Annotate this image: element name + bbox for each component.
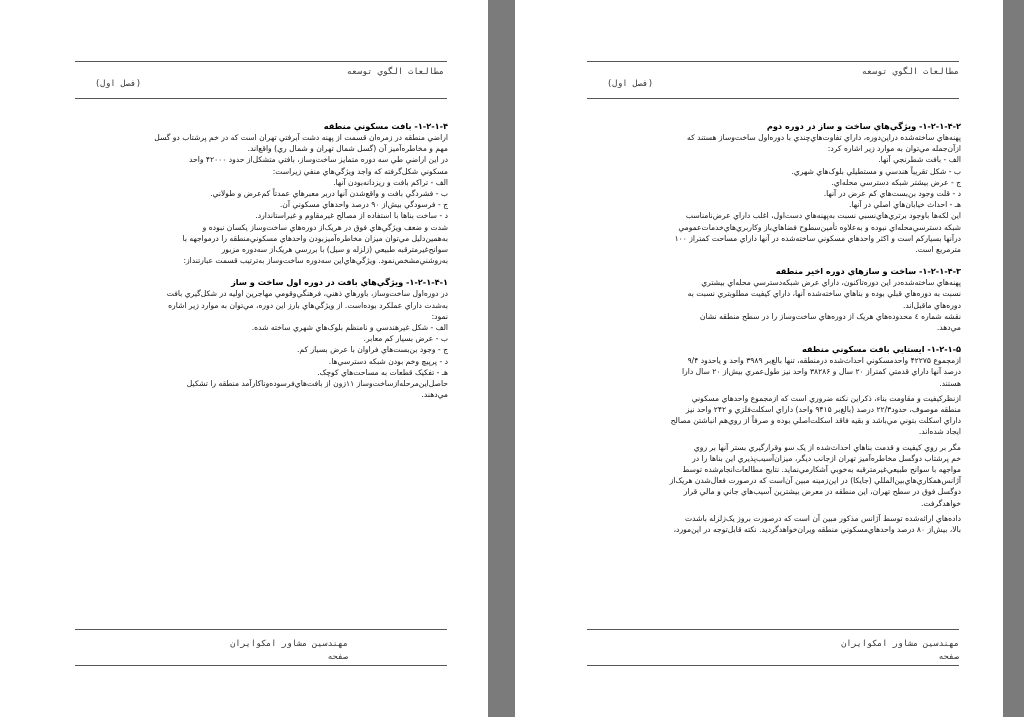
text-line: مي‌دهند.: [421, 390, 448, 400]
text-line: اين لکه‌ها باوجود برتري‌هاي‌نسبي نسبت به‌پهنه‌هاي دست‌اول، اغلب داراي عرض‌نامناسب: [685, 211, 961, 221]
section-body: [571, 355, 961, 535]
section-heading: ۱-۲-۱-۴- بافت مسکوني منطقه: [323, 121, 448, 131]
text-line: ب - فشردگي بافت و واقع‌شدن آنها دربر معبرهاي عمدتاً کم‌عرض و طولاني.: [210, 189, 448, 199]
text-line: الف - بافت شطرنجي آنها.: [878, 155, 961, 165]
text-line: به‌روشني‌مشخص‌نمود. ويژگي‌هاي‌اين سه‌دوره ساخت‌وساز به‌ترتيب قسمت عبارتنداز:: [183, 256, 448, 266]
text-line: دوگسل فوق در سطح تهران، اين منطقه در معرض بيشترين آسيب‌هاي جاني و مالي قرار: [683, 487, 961, 497]
text-line: پهنه‌هاي ساخته‌شده دراين‌دوره، داراي تفاوت‌هاي‌چندي با دوره‌اول ساخت‌وساز هستند که: [687, 133, 961, 142]
text-line: درآنها بسيارکم است و اکثر واحدهاي مسکوني ساخته‌شده در آنها داراي مساحت کمتراز ۱۰۰: [674, 233, 961, 243]
text-line: مگر بر روي کيفيت و قدمت بناهاي احداث‌شده از يک سو وقرارگيري بستر آنها بر روي: [693, 442, 961, 452]
text-line: شبکه دسترسي‌محله‌اي نبوده و به‌علاوه تأمين‌سطوح فضاهاي‌باز وکاربري‌هاي‌خدمات‌عمومي: [678, 222, 961, 232]
header-rule-top: [75, 61, 447, 62]
text-line: حاصل‌اين‌مرحله‌ازساخت‌وساز ۱۱زون از بافت‌هاي‌فرسوده‌وناکارآمد منطقه را تشکيل: [186, 379, 448, 389]
document-page-right: [515, 0, 1003, 717]
text-line: ب - شکل تقريباً هندسي و مستطيلي بلوک‌هاي شهري.: [791, 166, 961, 176]
text-line: مترمربع است.: [915, 245, 961, 255]
text-line: مواجهه با سوانح طبيعي‌غيرمترقبه به‌خوبي آشکارمي‌نمايد. نتايج مطالعات‌انجام‌شده توسط: [682, 465, 961, 475]
text-line: در اين اراضي طي سه دوره متمايز ساخت‌وساز، بافتي متشکل‌از حدود ۴۲۰۰۰ واحد: [189, 155, 448, 165]
text-line: داراي اسکلت بتوني مي‌باشد و بقيه فاقد اسکلت‌اصلي بوده و صرفاً از روي‌هم انباشتن مصالح: [670, 416, 961, 426]
text-line: هستند.: [939, 378, 961, 388]
right-body-text: [571, 120, 961, 535]
section-body: [60, 132, 448, 266]
text-line: ج - عرض بيشتر شبکه دسترسي محله‌اي.: [831, 177, 961, 187]
text-line: الف - تراکم بافت و ريزدانه‌بودن آنها.: [333, 177, 448, 187]
text-line: اراضي منطقه در زمره‌ان قسمت از پهنه دشت آبرفتي تهران است که در خم پرشتاب دو گسل: [154, 133, 448, 142]
text-line: ايجاد شده‌اند.: [918, 427, 961, 437]
text-line: پهنه‌هاي ساخته‌شده‌در اين دوره‌تاکنون، داراي عرض شبکه‌دسترسي محله‌اي بيشتري: [701, 278, 961, 288]
section-heading: ۱-۲-۱-۴-۲- ويژگي‌هاي ساخت و ساز در دوره دوم: [766, 121, 961, 131]
text-line: د - ساخت بناها با استفاده از مصالح غيرمقاوم و غيراستاندارد.: [255, 211, 448, 221]
section-heading: ۱-۲-۱-۴-۱- ويژگي‌هاي بافت در دوره اول ساخت و ساز: [231, 277, 448, 288]
text-line: به‌شدت داراي عملکرد بوده‌است. از ويژگي‌هاي بارز اين دوره، مي‌توان به موارد زير اشاره: [168, 300, 448, 310]
text-line: درصد آنها داراي قدمتي کمتراز ۲۰ سال و ۳۸۲۸۶ واحد نيز طول‌عمري بيش‌از ۲۰ سال دارا: [681, 367, 961, 377]
footer-page-label: صفحه: [938, 652, 959, 662]
text-line: شدت و ضعف ويژگي‌هاي فوق در هريک‌از دوره‌هاي ساخت‌وساز يکسان نبوده و: [202, 222, 448, 232]
text-line: ازآن‌جمله مي‌توان به موارد زير اشاره کرد:: [827, 144, 961, 154]
section-heading: ۱-۲-۱-۴-۳- ساخت و سازهاي دوره اخير منطقه: [775, 266, 961, 277]
header-title: مطالعات الگوي توسعه: [861, 67, 959, 77]
text-line: ب - عرض بسيار کم معابر.: [363, 334, 448, 344]
text-line: د - پرپيچ وخم بودن شبکه دسترسي‌ها.: [328, 356, 448, 366]
text-line: د - قلت وجود بن‌بست‌هاي کم عرض در آنها.: [823, 189, 961, 199]
text-line: به‌همين‌دليل مي‌توان ميزان مخاطره‌آميزبودن واحدهاي مسکوني‌منطقه را درمواجهه با: [182, 233, 448, 243]
text-line: الف - شکل غيرهندسي و نامنظم بلوک‌هاي شهري ساخته شده.: [251, 323, 448, 333]
footer-rule-top: [587, 629, 959, 630]
text-line: مسکوني شکل‌گرفته که واجد ويژگي‌هاي منفي زيراست:: [272, 166, 448, 176]
text-line: ج - وجود بن‌بست‌هاي فراوان با عرض بسيار کم.: [297, 345, 448, 355]
text-line: مهم و مخاطره‌آميز آن (گسل شمال تهران و شمال ري) واقع‌اند.: [247, 144, 448, 154]
header-rule-bottom: [587, 98, 959, 99]
header-rule-bottom: [75, 98, 447, 99]
left-body-text: [60, 120, 448, 400]
text-line: منطقه موصوف، حدود۲۲/۳ درصد (بالغ‌بر ۹۴۱۵ واحد) داراي اسکلت‌فلزي و ۲۴۲ واحد نيز: [685, 405, 961, 415]
footer-company: مهندسين مشاور امکوايران: [841, 639, 959, 649]
text-line: آژانس‌همکاري‌هاي‌بين‌المللي (جايکا) در اين‌زمينه مبين آن‌است که درصورت فعال‌شدن هريک‌از: [669, 476, 961, 486]
text-line: ازنظرکيفيت و مقاومت بناء، ذکراين نکته ضروري است که ازمجموع واحدهاي مسکوني: [691, 393, 961, 403]
chapter-label: (فصل اول): [95, 79, 142, 89]
footer-rule-top: [75, 629, 447, 630]
text-line: ج - فرسودگي بيش‌از ۹۰ درصد واحدهاي مسکوني آن.: [279, 200, 448, 210]
section-body: [571, 277, 961, 333]
text-line: نسبت به دوره‌هاي قبلي بوده و بناهاي ساخته‌شده آنها، داراي کيفيت مطلوبتري نسبت به: [687, 289, 961, 299]
text-line: نمود:: [431, 311, 448, 321]
text-line: سوانح‌غيرمترقبه طبيعي (زلزله و سيل) با بررسي هريک‌از سه‌دوره مزبور: [221, 245, 448, 255]
document-page-left: [0, 0, 488, 717]
section-body: [60, 288, 448, 400]
text-line: نقشه شماره ٤ محدوده‌هاي هريک از دوره‌هاي ساخت‌وساز را در سطح منطقه نشان: [699, 311, 961, 321]
footer-page-label: صفحه: [327, 652, 348, 662]
footer-rule-bottom: [587, 665, 959, 666]
chapter-label: (فصل اول): [607, 79, 654, 89]
text-line: هـ - تفکيک قطعات به مساحت‌هاي کوچک.: [317, 367, 448, 377]
text-line: خواهدگرفت.: [920, 498, 961, 508]
header-title: مطالعات الگوي توسعه: [346, 67, 444, 77]
footer-rule-bottom: [75, 665, 447, 666]
section-body: [571, 132, 961, 255]
section-heading: ۱-۲-۱-۵- ايستايي بافت مسکوني منطقه: [801, 344, 961, 355]
footer-company: مهندسين مشاور امکوايران: [230, 639, 348, 649]
text-line: دوره‌هاي ماقبل‌اند.: [902, 300, 961, 310]
text-line: داده‌هاي ارائه‌شده توسط آژانس مذکور مبين آن است که درصورت بروز يک‌زلزله با‌شدت: [684, 513, 961, 523]
text-line: هـ - احداث خيابان‌هاي اصلي در آنها.: [849, 200, 961, 210]
text-line: بالا، بيش‌از ۸۰ درصد واحدهاي‌مسکوني منطقه ويران‌خواهدگرديد. نکته قابل‌توجه در اين‌مورد،: [673, 525, 961, 535]
header-rule-top: [587, 61, 959, 62]
text-line: ازمجموع ۴۲۲۷۵ واحدمسکوني احداث‌شده درمنطقه، تنها بالغ‌بر ۳۹۸۹ واحد و ياحدود ۹/۴: [687, 356, 961, 366]
text-line: مي‌دهد.: [936, 323, 961, 333]
text-line: در دوره‌اول ساخت‌وساز، باورهاي ذهني، فرهنگي‌وقومي مهاجرين اوليه در شکل‌گيري بافت: [166, 289, 448, 299]
text-line: خم پرشتاب دوگسل مخاطره‌آميز تهران ازجانب ديگر، ميزان‌آسيب‌پذيري اين بناها را در: [692, 453, 961, 463]
